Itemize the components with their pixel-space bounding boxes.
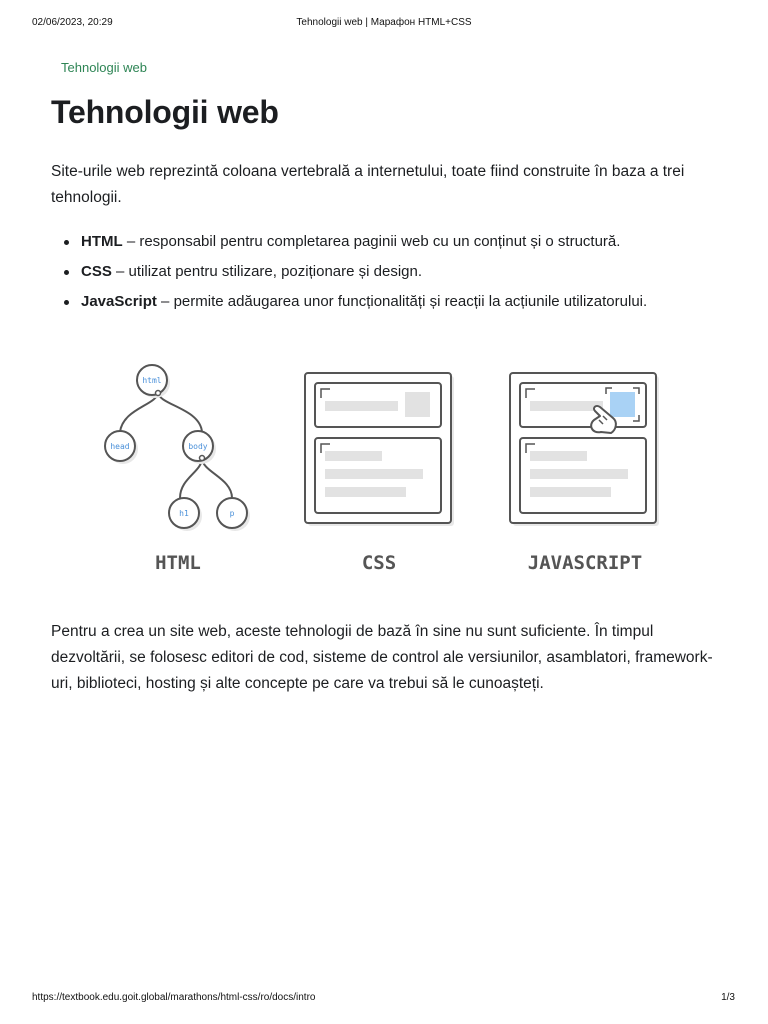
- print-header: [0, 17, 768, 31]
- bullet-icon: [64, 240, 69, 245]
- page-title: Tehnologii web: [51, 94, 279, 130]
- outro-paragraph: Pentru a crea un site web, aceste tehnologii de bază în sine nu sunt suficiente. În timpul dezvoltării, se folosesc editori de cod, sisteme de control ale versiunilor, asamblatori, framework-uri, biblioteci, hosting și alte concepte pe care va trebui să le cunoașteți.: [51, 623, 713, 692]
- css-layout-diagram: [305, 373, 454, 526]
- list-item: [51, 228, 731, 258]
- tech-description: – permite adăugarea unor funcționalități și reacții la acțiunile utilizatorului.: [156, 293, 648, 310]
- caption-javascript: JAVASCRIPT: [527, 552, 643, 574]
- tree-node-label: p: [229, 509, 235, 518]
- tree-node-label: head: [110, 442, 130, 451]
- tree-node-p: [217, 498, 250, 531]
- tree-node-html: [137, 365, 170, 398]
- tech-description: – responsabil pentru completarea paginii web cu un conținut și o structură.: [122, 233, 621, 250]
- print-url: https://textbook.edu.goit.global/marathons/html-css/ro/docs/intro: [32, 992, 316, 1003]
- javascript-interaction-diagram: [510, 373, 659, 526]
- print-datetime: 02/06/2023, 20:29: [32, 17, 113, 28]
- tree-node-head: [105, 431, 138, 464]
- print-footer: [0, 992, 768, 1006]
- tree-node-label: html: [142, 376, 162, 385]
- technologies-list: [51, 228, 731, 318]
- list-item: [51, 258, 731, 288]
- bullet-icon: [64, 270, 69, 275]
- tech-name: CSS: [81, 263, 112, 280]
- caption-html: HTML: [155, 552, 201, 574]
- tech-name: JavaScript: [81, 293, 157, 310]
- tree-node-h1: [169, 498, 202, 531]
- technologies-illustration: [95, 350, 675, 585]
- tech-description: – utilizat pentru stilizare, poziționare și design.: [111, 263, 423, 280]
- caption-css: CSS: [361, 552, 397, 574]
- list-item: [51, 288, 731, 318]
- tech-name: HTML: [81, 233, 123, 250]
- breadcrumb-link[interactable]: Tehnologii web: [61, 60, 148, 75]
- print-page-number: 1/3: [721, 992, 735, 1003]
- tree-node-label: h1: [179, 509, 189, 518]
- intro-paragraph: Site-urile web reprezintă coloana vertebrală a internetului, toate fiind construite în baza a trei tehnologii.: [51, 163, 685, 206]
- tree-node-body: [183, 431, 216, 464]
- bullet-icon: [64, 300, 69, 305]
- print-page-title: Tehnologii web | Марафон HTML+CSS: [296, 17, 472, 28]
- tree-node-label: body: [188, 442, 208, 451]
